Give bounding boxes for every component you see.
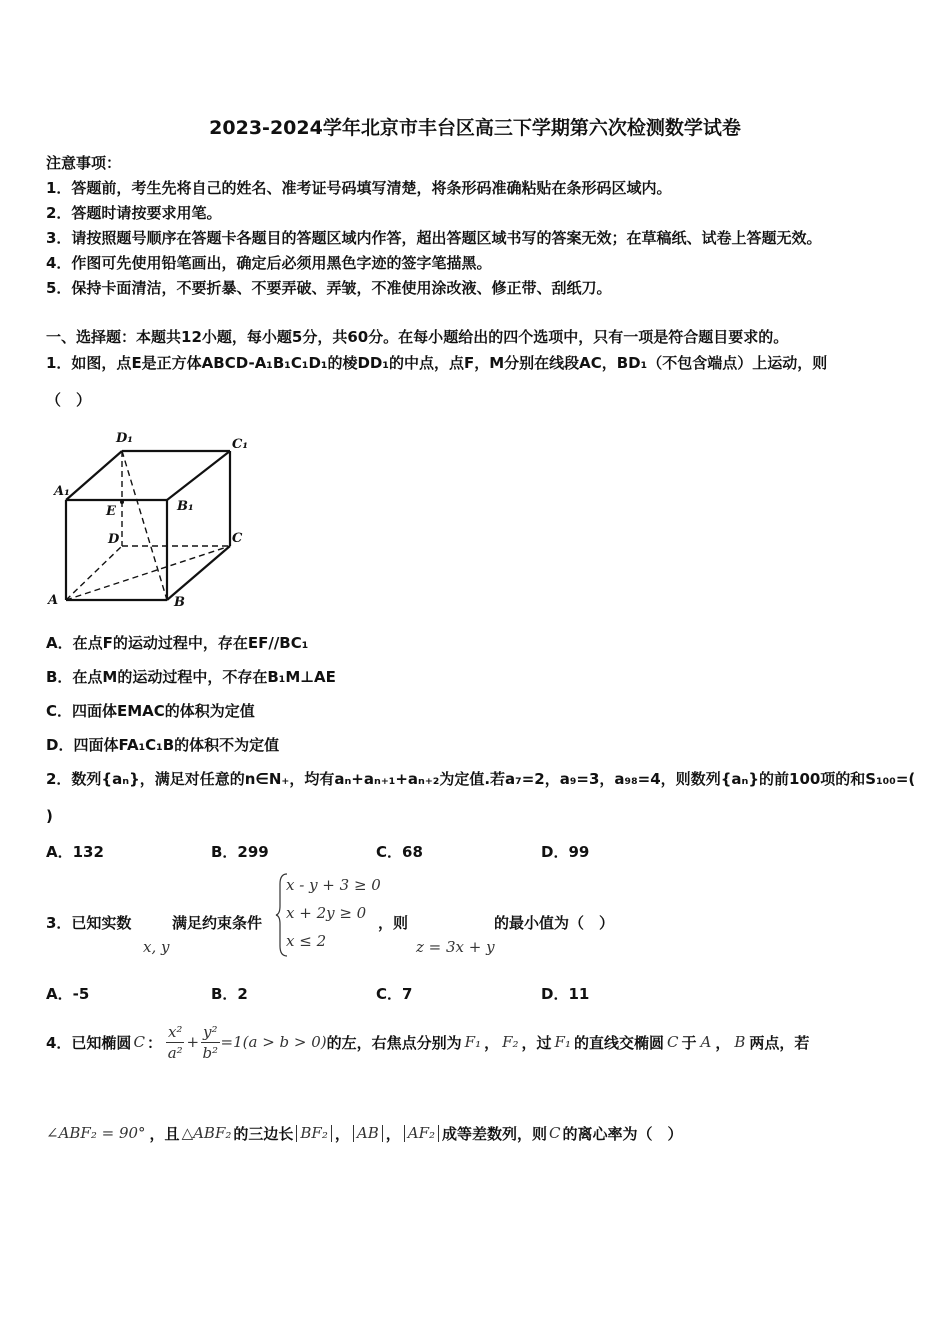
q4-text-and: ，且 [149,1124,180,1143]
label-d: D [108,532,120,547]
q4-num-y: y² [203,1022,218,1041]
q4-equation-rhs: =1(a > b > 0) [220,1033,327,1051]
label-a1: A₁ [54,484,70,499]
label-e: E [106,504,116,519]
q4-point-b: B [734,1033,746,1051]
q4-den-a: a² [167,1043,183,1062]
q4-side-af2: AF₂ [404,1125,439,1142]
q2-option-b[interactable]: B．299 [211,843,269,861]
q4-text-line: 的直线交椭圆 [573,1033,664,1052]
q4-colon: ： [146,1033,162,1052]
q3-option-c[interactable]: C．7 [376,985,413,1003]
section-heading: 一、选择题：本题共12小题，每小题5分，共60分。在每小题给出的四个选项中，只有一项是符合题目要求的。 [46,328,789,346]
q4-comma: ， [334,1124,350,1143]
notice-item: 5．保持卡面清洁，不要折暴、不要弄破、弄皱，不准使用涂改液、修正带、刮纸刀。 [46,279,612,297]
q3-mid: 满足约束条件 [172,914,263,932]
notice-heading: 注意事项： [46,154,122,172]
q4-ellipse-name: C [133,1033,145,1051]
q4-ellipse-c-2: C [549,1124,561,1142]
q4-comma: ， [385,1124,401,1143]
q4-text-foci: 的左，右焦点分别为 [326,1033,462,1052]
label-d1: D₁ [116,431,133,446]
q4-f1: F₁ [464,1033,482,1051]
q4-ellipse-c: C [666,1033,679,1051]
q2-option-d[interactable]: D．99 [541,843,590,861]
q1-option-c[interactable]: C．四面体EMAC的体积为定值 [46,702,255,720]
q4-comma: ， [484,1033,500,1052]
notice-item: 4．作图可先使用铅笔画出，确定后必须用黑色字迹的签字笔描黑。 [46,254,492,272]
q3-suffix: 的最小值为（ ） [494,914,615,932]
q4-text-eccentricity: 的离心率为（ ） [562,1124,683,1143]
q2-option-a[interactable]: A．132 [46,843,104,861]
label-b: B [174,595,185,610]
q4-text-at: 于 [681,1033,697,1052]
q4-f1-b: F₁ [554,1033,571,1051]
cube-figure [40,420,270,620]
q2-stem-end: ) [46,807,53,825]
q3-then: ，则 [378,914,409,932]
midpoint-e-dot [120,500,124,504]
q4-num-x: x² [167,1022,183,1041]
label-c1: C₁ [232,437,249,452]
q4-side-ab: AB [353,1125,383,1142]
q1-answer-blank: （ ） [46,391,92,409]
q2-stem: 2．数列{aₙ}，满足对任意的n∈N₊，均有aₙ+aₙ₊₁+aₙ₊₂为定值.若a₇=2，a₉=3，a₉₈=4，则数列{aₙ}的前100项的和S₁₀₀=( [46,770,916,788]
q1-option-a[interactable]: A．在点F的运动过程中，存在EF//BC₁ [46,634,309,652]
q4-text-arith: 成等差数列，则 [442,1124,548,1143]
q3-constraint-1: x - y + 3 ≥ 0 [286,876,381,894]
q4-prefix: 4．已知椭圆 [46,1033,132,1052]
q2-option-c[interactable]: C．68 [376,843,423,861]
q4-text-through: ，过 [521,1033,552,1052]
q4-fraction-y [201,1022,220,1063]
label-a: A [48,593,59,608]
q1-stem: 1．如图，点E是正方体ABCD-A₁B₁C₁D₁的棱DD₁的中点，点F，M分别在线段AC，BD₁（不包含端点）上运动，则 [46,354,828,372]
notice-item: 2．答题时请按要求用笔。 [46,204,222,222]
q3-option-d[interactable]: D．11 [541,985,590,1003]
q4-text-points: 两点，若 [749,1033,810,1052]
notice-item: 1．答题前，考生先将自己的姓名、准考证号码填写清楚，将条形码准确粘贴在条形码区域内。 [46,179,672,197]
q4-triangle: △ABF₂ [181,1124,232,1142]
q4-stem-line2 [46,1118,683,1148]
q1-option-d[interactable]: D．四面体FA₁C₁B的体积不为定值 [46,736,280,754]
q4-comma: ， [715,1033,731,1052]
q4-angle: ∠ABF₂ = 90° [46,1124,146,1142]
q4-stem-line1 [46,1020,809,1064]
q3-prefix: 3．已知实数 [46,914,132,932]
q3-option-b[interactable]: B．2 [211,985,248,1003]
label-b1: B₁ [177,499,194,514]
q4-side-bf2: BF₂ [296,1125,331,1142]
q3-option-a[interactable]: A．-5 [46,985,90,1003]
q4-den-b: b² [202,1043,219,1062]
q3-constraint-2: x + 2y ≥ 0 [286,904,367,922]
notice-item: 3．请按照题号顺序在答题卡各题目的答题区域内作答，超出答题区域书写的答案无效；在草稿纸、试卷上答题无效。 [46,229,822,247]
q3-objective: z = 3x + y [416,938,495,956]
q4-plus: + [186,1033,200,1051]
q3-constraint-3: x ≤ 2 [286,932,327,950]
q3-vars: x, y [143,938,170,956]
q4-point-a: A [700,1033,712,1051]
q4-fraction-x [166,1022,184,1063]
q4-text-sides: 的三边长 [233,1124,294,1143]
q1-option-b[interactable]: B．在点M的运动过程中，不存在B₁M⊥AE [46,668,336,686]
label-c: C [232,531,243,546]
q4-f2: F₂ [502,1033,519,1051]
page-title: 2023-2024学年北京市丰台区高三下学期第六次检测数学试卷 [209,117,741,139]
